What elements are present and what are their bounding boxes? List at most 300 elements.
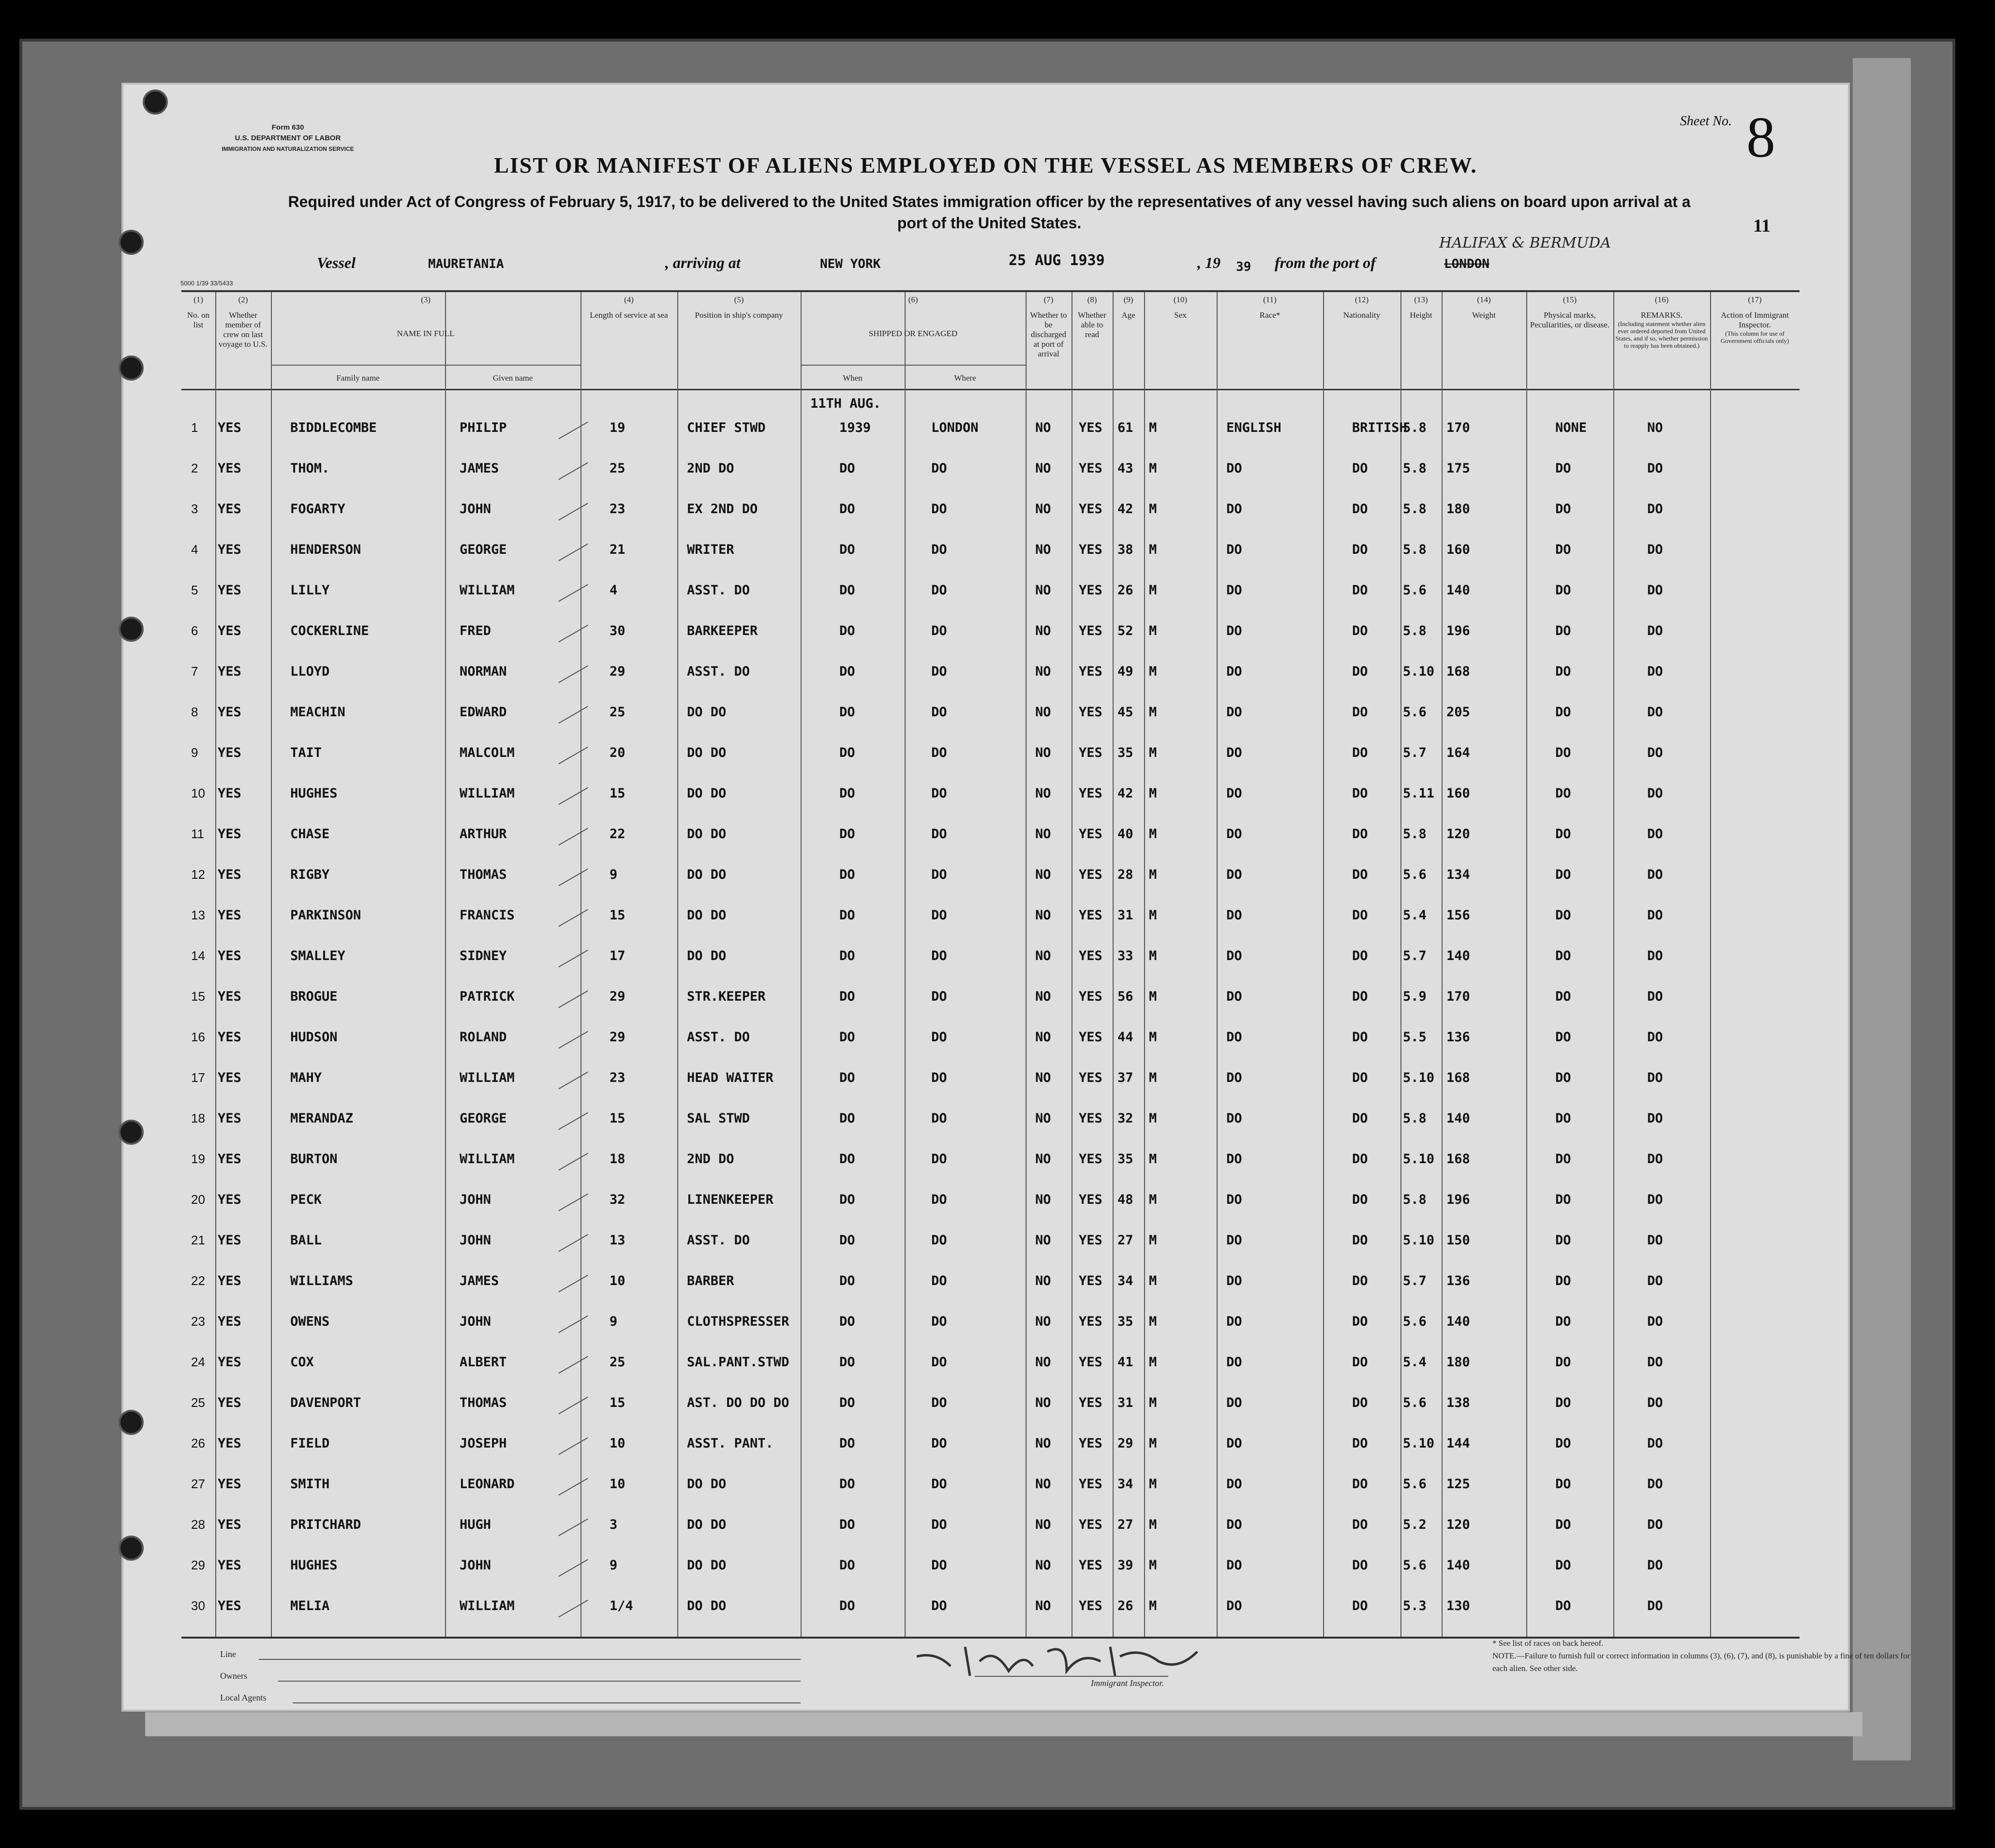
cell-no: 13 bbox=[191, 908, 205, 922]
cell-service: 20 bbox=[610, 745, 625, 760]
cell-prev: YES bbox=[218, 1517, 241, 1532]
cell-no: 16 bbox=[191, 1030, 205, 1044]
cell-sex: M bbox=[1149, 1192, 1157, 1207]
cell-marks: DO bbox=[1555, 1314, 1571, 1329]
cell-prev: YES bbox=[218, 1152, 241, 1167]
cell-weight: 160 bbox=[1446, 542, 1470, 557]
cell-given: ARTHUR bbox=[460, 827, 507, 842]
cell-height: 5.6 bbox=[1403, 1558, 1427, 1573]
cell-marks: DO bbox=[1555, 583, 1571, 598]
cell-race: DO bbox=[1226, 1233, 1242, 1248]
cell-service: 15 bbox=[610, 1395, 625, 1410]
cell-age: 42 bbox=[1117, 786, 1133, 801]
column-number: (1) bbox=[194, 295, 203, 304]
cell-remarks: DO bbox=[1647, 1273, 1663, 1288]
cell-family: TAIT bbox=[290, 745, 322, 760]
cell-race: DO bbox=[1226, 583, 1242, 598]
cell-when: 1939 bbox=[839, 420, 871, 435]
table-row bbox=[181, 1025, 1800, 1064]
cell-given: JOSEPH bbox=[460, 1436, 507, 1451]
cell-no: 8 bbox=[191, 705, 198, 719]
cell-marks: DO bbox=[1555, 827, 1571, 842]
table-row bbox=[181, 1269, 1800, 1307]
print-code: 5000 1/39 33/5433 bbox=[180, 280, 233, 287]
column-header bbox=[1325, 295, 1399, 320]
cell-sex: M bbox=[1149, 1233, 1157, 1248]
cell-family: BROGUE bbox=[290, 989, 338, 1004]
date-stamp: 25 AUG 1939 bbox=[1009, 252, 1105, 269]
cell-where: DO bbox=[931, 1517, 947, 1532]
column-label: Sex bbox=[1174, 310, 1187, 320]
cell-where: DO bbox=[931, 908, 947, 923]
cell-age: 32 bbox=[1117, 1111, 1133, 1126]
cell-prev: YES bbox=[218, 1030, 241, 1045]
cell-where: LONDON bbox=[931, 420, 979, 435]
cell-age: 29 bbox=[1117, 1436, 1133, 1451]
cell-nationality: DO bbox=[1352, 1030, 1368, 1045]
table-row bbox=[181, 1553, 1800, 1592]
cell-read: YES bbox=[1079, 1111, 1102, 1126]
cell-prev: YES bbox=[218, 786, 241, 801]
column-header bbox=[1073, 295, 1111, 340]
cell-remarks: DO bbox=[1647, 745, 1663, 760]
cell-marks: DO bbox=[1555, 623, 1571, 638]
cell-read: YES bbox=[1079, 1598, 1102, 1613]
cell-nationality: DO bbox=[1352, 1477, 1368, 1492]
cell-age: 44 bbox=[1117, 1030, 1133, 1045]
table-row bbox=[181, 1309, 1800, 1348]
cell-nationality: DO bbox=[1352, 502, 1368, 517]
column-header bbox=[217, 295, 269, 349]
cell-age: 45 bbox=[1117, 705, 1133, 720]
cell-family: PARKINSON bbox=[290, 908, 361, 923]
cell-prev: YES bbox=[218, 1395, 241, 1410]
cell-race: DO bbox=[1226, 1395, 1242, 1410]
cell-nationality: DO bbox=[1352, 989, 1368, 1004]
cell-read: YES bbox=[1079, 1436, 1102, 1451]
cell-age: 35 bbox=[1117, 1152, 1133, 1167]
cell-read: YES bbox=[1079, 867, 1102, 882]
column-number: (15) bbox=[1563, 295, 1577, 304]
cell-read: YES bbox=[1079, 542, 1102, 557]
cell-no: 29 bbox=[191, 1558, 205, 1572]
cell-when: DO bbox=[839, 786, 855, 801]
cell-nationality: DO bbox=[1352, 583, 1368, 598]
cell-weight: 180 bbox=[1446, 1355, 1470, 1370]
cell-race: DO bbox=[1226, 745, 1242, 760]
column-number: (4) bbox=[624, 295, 634, 304]
cell-height: 5.7 bbox=[1403, 948, 1427, 963]
cell-no: 3 bbox=[191, 502, 198, 516]
cell-family: PECK bbox=[290, 1192, 322, 1207]
column-label: Race* bbox=[1259, 310, 1280, 320]
cell-where: DO bbox=[931, 867, 947, 882]
cell-race: DO bbox=[1226, 705, 1242, 720]
cell-given: THOMAS bbox=[460, 867, 507, 882]
cell-race: DO bbox=[1226, 542, 1242, 557]
cell-position: DO DO bbox=[687, 1517, 727, 1532]
column-header bbox=[1146, 295, 1215, 320]
cell-where: DO bbox=[931, 1152, 947, 1167]
service: IMMIGRATION AND NATURALIZATION SERVICE bbox=[222, 146, 354, 152]
cell-discharged: NO bbox=[1035, 1477, 1051, 1492]
vessel-line bbox=[123, 235, 1848, 278]
cell-remarks: DO bbox=[1647, 542, 1663, 557]
cell-sex: M bbox=[1149, 1030, 1157, 1045]
cell-remarks: DO bbox=[1647, 705, 1663, 720]
cell-read: YES bbox=[1079, 1152, 1102, 1167]
cell-sex: M bbox=[1149, 1517, 1157, 1532]
cell-no: 25 bbox=[191, 1395, 205, 1410]
cell-prev: YES bbox=[218, 989, 241, 1004]
cell-sex: M bbox=[1149, 1273, 1157, 1288]
column-label: SHIPPED OR ENGAGED bbox=[868, 329, 958, 338]
cell-marks: DO bbox=[1555, 1355, 1571, 1370]
cell-no: 23 bbox=[191, 1314, 205, 1329]
line-field bbox=[259, 1659, 801, 1660]
table-row bbox=[181, 944, 1800, 982]
cell-when: DO bbox=[839, 705, 855, 720]
cell-prev: YES bbox=[218, 1273, 241, 1288]
cell-service: 25 bbox=[610, 461, 625, 476]
binder-hole bbox=[143, 89, 168, 115]
cell-weight: 175 bbox=[1446, 461, 1470, 476]
cell-age: 27 bbox=[1117, 1233, 1133, 1248]
cell-where: DO bbox=[931, 1192, 947, 1207]
cell-remarks: DO bbox=[1647, 1152, 1663, 1167]
column-number: (2) bbox=[238, 295, 248, 304]
cell-given: SIDNEY bbox=[460, 948, 507, 963]
cell-height: 5.6 bbox=[1403, 1395, 1427, 1410]
cell-nationality: DO bbox=[1352, 786, 1368, 801]
cell-height: 5.4 bbox=[1403, 1355, 1427, 1370]
cell-nationality: DO bbox=[1352, 1273, 1368, 1288]
cell-prev: YES bbox=[218, 1598, 241, 1613]
column-header bbox=[1615, 295, 1708, 349]
cell-sex: M bbox=[1149, 827, 1157, 842]
cell-age: 35 bbox=[1117, 745, 1133, 760]
cell-sex: M bbox=[1149, 1436, 1157, 1451]
cell-prev: YES bbox=[218, 1314, 241, 1329]
column-label: NAME IN FULL bbox=[397, 329, 455, 338]
cell-given: JOHN bbox=[460, 502, 491, 517]
cell-where: DO bbox=[931, 461, 947, 476]
cell-family: COCKERLINE bbox=[290, 623, 369, 638]
table-row bbox=[181, 537, 1800, 576]
binder-hole bbox=[119, 1120, 144, 1145]
cell-family: BALL bbox=[290, 1233, 322, 1248]
cell-discharged: NO bbox=[1035, 583, 1051, 598]
cell-prev: YES bbox=[218, 502, 241, 517]
cell-family: WILLIAMS bbox=[290, 1273, 354, 1288]
cell-sex: M bbox=[1149, 786, 1157, 801]
cell-height: 5.7 bbox=[1403, 745, 1427, 760]
cell-family: OWENS bbox=[290, 1314, 330, 1329]
cell-age: 26 bbox=[1117, 583, 1133, 598]
column-header bbox=[1528, 295, 1611, 330]
column-label: Age bbox=[1121, 310, 1135, 320]
cell-given: ALBERT bbox=[460, 1355, 507, 1370]
table-row bbox=[181, 1228, 1800, 1267]
cell-service: 10 bbox=[610, 1477, 625, 1492]
cell-weight: 180 bbox=[1446, 502, 1470, 517]
cell-family: THOM. bbox=[290, 461, 330, 476]
cell-service: 25 bbox=[610, 705, 625, 720]
cell-read: YES bbox=[1079, 1030, 1102, 1045]
cell-discharged: NO bbox=[1035, 1152, 1051, 1167]
cell-when: DO bbox=[839, 1314, 855, 1329]
cell-nationality: DO bbox=[1352, 705, 1368, 720]
cell-position: SAL STWD bbox=[687, 1111, 750, 1126]
cell-given: JAMES bbox=[460, 1273, 499, 1288]
cell-nationality: BRITISH bbox=[1352, 420, 1407, 435]
cell-sex: M bbox=[1149, 705, 1157, 720]
cell-nationality: DO bbox=[1352, 1314, 1368, 1329]
cell-read: YES bbox=[1079, 502, 1102, 517]
cell-given: THOMAS bbox=[460, 1395, 507, 1410]
cell-family: CHASE bbox=[290, 827, 330, 842]
cell-family: MERANDAZ bbox=[290, 1111, 354, 1126]
cell-weight: 134 bbox=[1446, 867, 1470, 882]
cell-remarks: DO bbox=[1647, 1233, 1663, 1248]
cell-no: 10 bbox=[191, 786, 205, 800]
cell-nationality: DO bbox=[1352, 1192, 1368, 1207]
cell-discharged: NO bbox=[1035, 1273, 1051, 1288]
cell-age: 40 bbox=[1117, 827, 1133, 842]
cell-sex: M bbox=[1149, 664, 1157, 679]
cell-nationality: DO bbox=[1352, 1598, 1368, 1613]
cell-prev: YES bbox=[218, 745, 241, 760]
cell-marks: DO bbox=[1555, 989, 1571, 1004]
cell-weight: 196 bbox=[1446, 1192, 1470, 1207]
cell-read: YES bbox=[1079, 1070, 1102, 1085]
cell-nationality: DO bbox=[1352, 867, 1368, 882]
cell-read: YES bbox=[1079, 461, 1102, 476]
binder-hole bbox=[119, 617, 144, 642]
cell-read: YES bbox=[1079, 1477, 1102, 1492]
cell-nationality: DO bbox=[1352, 1395, 1368, 1410]
cell-no: 22 bbox=[191, 1273, 205, 1288]
cell-race: DO bbox=[1226, 1477, 1242, 1492]
column-label: Weight bbox=[1472, 310, 1496, 320]
cell-weight: 140 bbox=[1446, 948, 1470, 963]
cell-family: BURTON bbox=[290, 1152, 338, 1167]
cell-remarks: DO bbox=[1647, 1598, 1663, 1613]
cell-given: WILLIAM bbox=[460, 1070, 515, 1085]
cell-weight: 140 bbox=[1446, 1314, 1470, 1329]
cell-position: LINENKEEPER bbox=[687, 1192, 774, 1207]
inspector-label: Immigrant Inspector. bbox=[1091, 1678, 1164, 1688]
cell-remarks: DO bbox=[1647, 1111, 1663, 1126]
cell-race: DO bbox=[1226, 1436, 1242, 1451]
year-label: , 19 bbox=[1197, 254, 1221, 271]
cell-sex: M bbox=[1149, 1314, 1157, 1329]
cell-position: CLOTHSPRESSER bbox=[687, 1314, 789, 1329]
cell-position: CHIEF STWD bbox=[687, 420, 766, 435]
cell-no: 24 bbox=[191, 1355, 205, 1369]
from-port-handwritten: HALIFAX & BERMUDA bbox=[1439, 235, 1611, 251]
cell-no: 7 bbox=[191, 664, 198, 679]
cell-given: GEORGE bbox=[460, 1111, 507, 1126]
inspector-line bbox=[975, 1676, 1168, 1677]
cell-height: 5.6 bbox=[1403, 1477, 1427, 1492]
cell-height: 5.10 bbox=[1403, 664, 1435, 679]
cell-remarks: DO bbox=[1647, 1314, 1663, 1329]
cell-service: 9 bbox=[610, 1558, 618, 1573]
cell-when: DO bbox=[839, 461, 855, 476]
cell-height: 5.8 bbox=[1403, 827, 1427, 842]
cell-remarks: DO bbox=[1647, 1436, 1663, 1451]
cell-sex: M bbox=[1149, 623, 1157, 638]
cell-position: WRITER bbox=[687, 542, 734, 557]
cell-height: 5.6 bbox=[1403, 583, 1427, 598]
cell-family: HUGHES bbox=[290, 786, 338, 801]
cell-marks: DO bbox=[1555, 867, 1571, 882]
column-label: Whether member of crew on last voyage to U.S. bbox=[218, 310, 268, 349]
cell-discharged: NO bbox=[1035, 1395, 1051, 1410]
cell-given: JOHN bbox=[460, 1192, 491, 1207]
cell-no: 20 bbox=[191, 1192, 205, 1207]
cell-given: JOHN bbox=[460, 1558, 491, 1573]
cell-discharged: NO bbox=[1035, 1517, 1051, 1532]
cell-when: DO bbox=[839, 1436, 855, 1451]
binder-hole bbox=[119, 1410, 144, 1435]
cell-marks: DO bbox=[1555, 461, 1571, 476]
cell-given: WILLIAM bbox=[460, 786, 515, 801]
cell-when: DO bbox=[839, 583, 855, 598]
cell-race: DO bbox=[1226, 1030, 1242, 1045]
cell-read: YES bbox=[1079, 827, 1102, 842]
footer-notes bbox=[1492, 1637, 1918, 1675]
cell-position: ASST. DO bbox=[687, 1233, 750, 1248]
cell-weight: 130 bbox=[1446, 1598, 1470, 1613]
race-note: * See list of races on back hereof. bbox=[1492, 1639, 1604, 1648]
cell-read: YES bbox=[1079, 908, 1102, 923]
cell-when: DO bbox=[839, 1152, 855, 1167]
cell-age: 49 bbox=[1117, 664, 1133, 679]
cell-position: DO DO bbox=[687, 1558, 727, 1573]
cell-position: SAL.PANT.STWD bbox=[687, 1355, 789, 1370]
cell-discharged: NO bbox=[1035, 1355, 1051, 1370]
cell-weight: 150 bbox=[1446, 1233, 1470, 1248]
cell-service: 15 bbox=[610, 908, 625, 923]
table-row bbox=[181, 456, 1800, 495]
cell-position: 2ND DO bbox=[687, 1152, 734, 1167]
cell-discharged: NO bbox=[1035, 1030, 1051, 1045]
cell-marks: DO bbox=[1555, 908, 1571, 923]
cell-nationality: DO bbox=[1352, 1558, 1368, 1573]
cell-height: 5.8 bbox=[1403, 502, 1427, 517]
cell-nationality: DO bbox=[1352, 1070, 1368, 1085]
column-label: REMARKS. bbox=[1640, 310, 1683, 320]
cell-discharged: NO bbox=[1035, 1436, 1051, 1451]
cell-read: YES bbox=[1079, 948, 1102, 963]
column-number: (16) bbox=[1654, 295, 1669, 304]
header-divider bbox=[181, 389, 1800, 390]
table-row bbox=[181, 1187, 1800, 1226]
table-row bbox=[181, 1106, 1800, 1145]
cell-discharged: NO bbox=[1035, 1070, 1051, 1085]
table-row bbox=[181, 1472, 1800, 1510]
cell-sex: M bbox=[1149, 1477, 1157, 1492]
cell-remarks: DO bbox=[1647, 623, 1663, 638]
cell-weight: 205 bbox=[1446, 705, 1470, 720]
department: U.S. DEPARTMENT OF LABOR bbox=[235, 134, 341, 142]
table-row bbox=[181, 1594, 1800, 1632]
cell-no: 6 bbox=[191, 623, 198, 638]
cell-remarks: DO bbox=[1647, 1395, 1663, 1410]
cell-marks: DO bbox=[1555, 1233, 1571, 1248]
cell-when: DO bbox=[839, 1477, 855, 1492]
from-port-struck: LONDON bbox=[1444, 257, 1489, 271]
cell-where: DO bbox=[931, 948, 947, 963]
cell-height: 5.2 bbox=[1403, 1517, 1427, 1532]
cell-marks: DO bbox=[1555, 1152, 1571, 1167]
table-row bbox=[181, 903, 1800, 942]
cell-when: DO bbox=[839, 542, 855, 557]
cell-prev: YES bbox=[218, 867, 241, 882]
column-label: Whether able to read bbox=[1078, 310, 1106, 339]
cell-race: DO bbox=[1226, 1598, 1242, 1613]
cell-remarks: DO bbox=[1647, 1477, 1663, 1492]
cell-age: 41 bbox=[1117, 1355, 1133, 1370]
cell-race: DO bbox=[1226, 908, 1242, 923]
cell-sex: M bbox=[1149, 542, 1157, 557]
cell-race: DO bbox=[1226, 1192, 1242, 1207]
cell-marks: DO bbox=[1555, 1395, 1571, 1410]
cell-when: DO bbox=[839, 1598, 855, 1613]
cell-position: DO DO bbox=[687, 745, 727, 760]
cell-sex: M bbox=[1149, 1070, 1157, 1085]
cell-marks: DO bbox=[1555, 502, 1571, 517]
cell-remarks: DO bbox=[1647, 989, 1663, 1004]
cell-weight: 120 bbox=[1446, 827, 1470, 842]
cell-race: DO bbox=[1226, 1070, 1242, 1085]
cell-position: DO DO bbox=[687, 948, 727, 963]
cell-family: MEACHIN bbox=[290, 705, 345, 720]
cell-remarks: DO bbox=[1647, 461, 1663, 476]
cell-age: 34 bbox=[1117, 1477, 1133, 1492]
cell-discharged: NO bbox=[1035, 1192, 1051, 1207]
cell-sex: M bbox=[1149, 1355, 1157, 1370]
cell-sex: M bbox=[1149, 583, 1157, 598]
cell-sex: M bbox=[1149, 1395, 1157, 1410]
cell-position: ASST. PANT. bbox=[687, 1436, 774, 1451]
cell-weight: 125 bbox=[1446, 1477, 1470, 1492]
cell-weight: 156 bbox=[1446, 908, 1470, 923]
column-header bbox=[273, 295, 579, 339]
cell-read: YES bbox=[1079, 1395, 1102, 1410]
cell-discharged: NO bbox=[1035, 1111, 1051, 1126]
cell-discharged: NO bbox=[1035, 664, 1051, 679]
cell-remarks: DO bbox=[1647, 502, 1663, 517]
manifest-page bbox=[123, 85, 1910, 1710]
cell-remarks: DO bbox=[1647, 1030, 1663, 1045]
cell-height: 5.8 bbox=[1403, 461, 1427, 476]
cell-where: DO bbox=[931, 623, 947, 638]
cell-family: SMALLEY bbox=[290, 948, 345, 963]
cell-no: 17 bbox=[191, 1070, 205, 1085]
cell-position: DO DO bbox=[687, 1477, 727, 1492]
cell-where: DO bbox=[931, 1111, 947, 1126]
cell-where: DO bbox=[931, 705, 947, 720]
cell-service: 23 bbox=[610, 1070, 625, 1085]
cell-nationality: DO bbox=[1352, 948, 1368, 963]
table-row bbox=[181, 497, 1800, 535]
manifest-title: LIST OR MANIFEST OF ALIENS EMPLOYED ON THE VESSEL AS MEMBERS OF CREW. bbox=[494, 153, 1477, 177]
cell-marks: DO bbox=[1555, 745, 1571, 760]
table-row bbox=[181, 1350, 1800, 1389]
